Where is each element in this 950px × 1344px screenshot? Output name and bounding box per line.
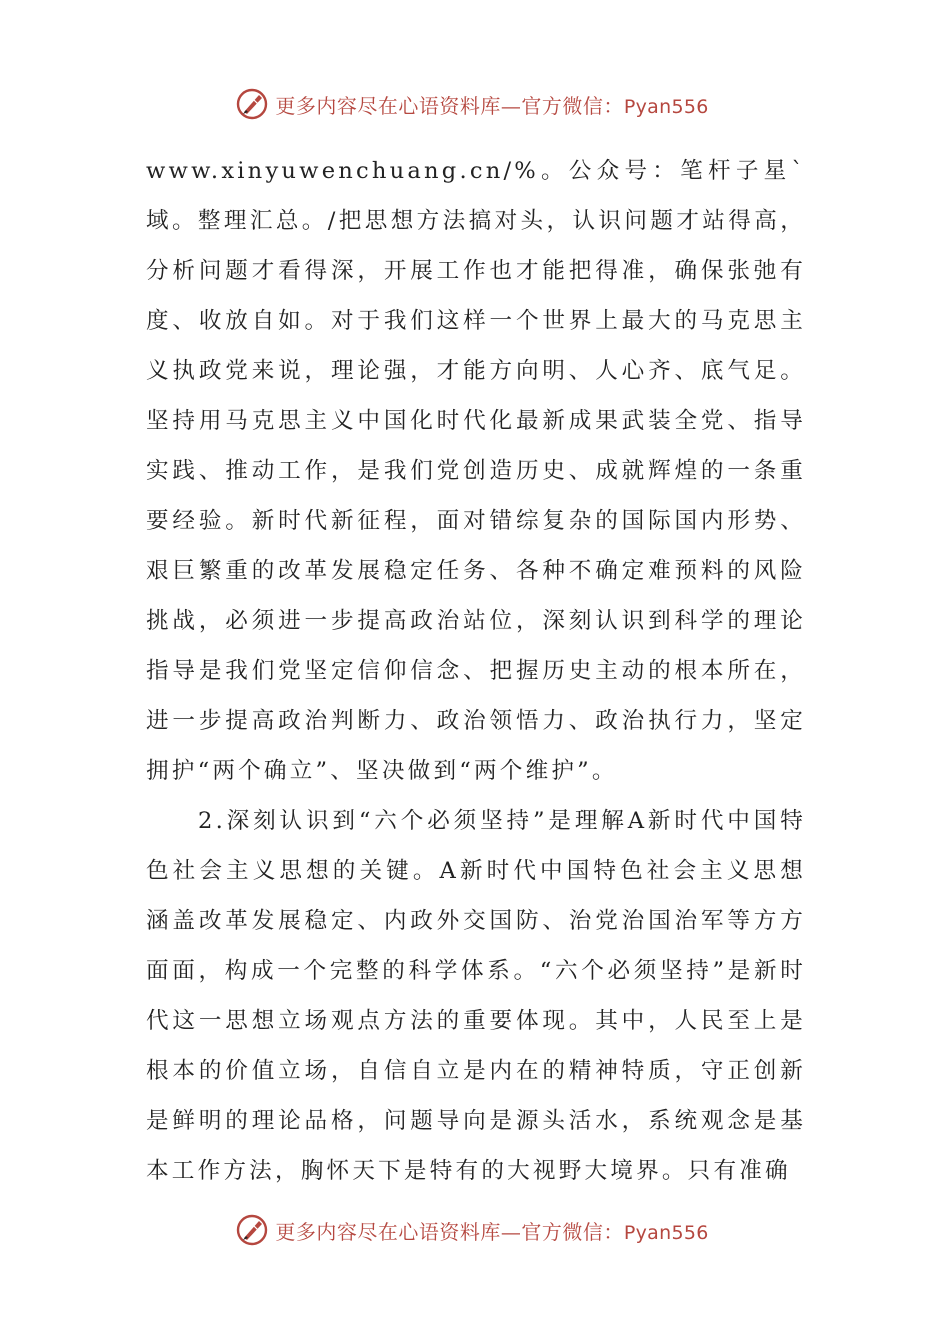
quill-logo-icon <box>235 1213 269 1247</box>
quill-logo-icon <box>235 87 269 121</box>
paragraph-2: 2.深刻认识到“六个必须坚持”是理解A新时代中国特色社会主义思想的关键。A新时代中国特色社会主义思想涵盖改革发展稳定、内政外交国防、治党治国治军等方方面面，构成一个完整的科学体系。“六个必须坚持”是新时代这一思想立场观点方法的重要体现。其中，人民至上是根本的价值立场，自信自立是内在的精神特质，守正创新是鲜明的理论品格，问题导向是源头活水，系统观念是基本工作方法，胸怀天下是特有的大视野大境界。只有准确 <box>146 808 806 1184</box>
footer-banner-content <box>235 1213 708 1247</box>
document-body <box>146 146 806 1196</box>
header-banner-text: 更多内容尽在心语资料库—官方微信：Pyan556 <box>275 93 709 118</box>
header-banner-content <box>235 87 708 121</box>
paragraph-1: www.xinyuwenchuang.cn/%。公众号：笔杆子星`域。整理汇总。/把思想方法搞对头，认识问题才站得高，分析问题才看得深，开展工作也才能把得准，确保张弛有度、收放自如。对于我们这样一个世界上最大的马克思主义执政党来说，理论强，才能方向明、人心齐、底气足。坚持用马克思主义中国化时代化最新成果武装全党、指导实践、推动工作，是我们党创造历史、成就辉煌的一条重要经验。新时代新征程，面对错综复杂的国际国内形势、艰巨繁重的改革发展稳定任务、各种不确定难预料的风险挑战，必须进一步提高政治站位，深刻认识到科学的理论指导是我们党坚定信仰信念、把握历史主动的根本所在，进一步提高政治判断力、政治领悟力、政治执行力，坚定拥护“两个确立”、坚决做到“两个维护”。 <box>146 158 806 784</box>
footer-banner <box>0 1208 950 1252</box>
footer-banner-text: 更多内容尽在心语资料库—官方微信：Pyan556 <box>275 1219 709 1244</box>
header-banner <box>0 82 950 126</box>
